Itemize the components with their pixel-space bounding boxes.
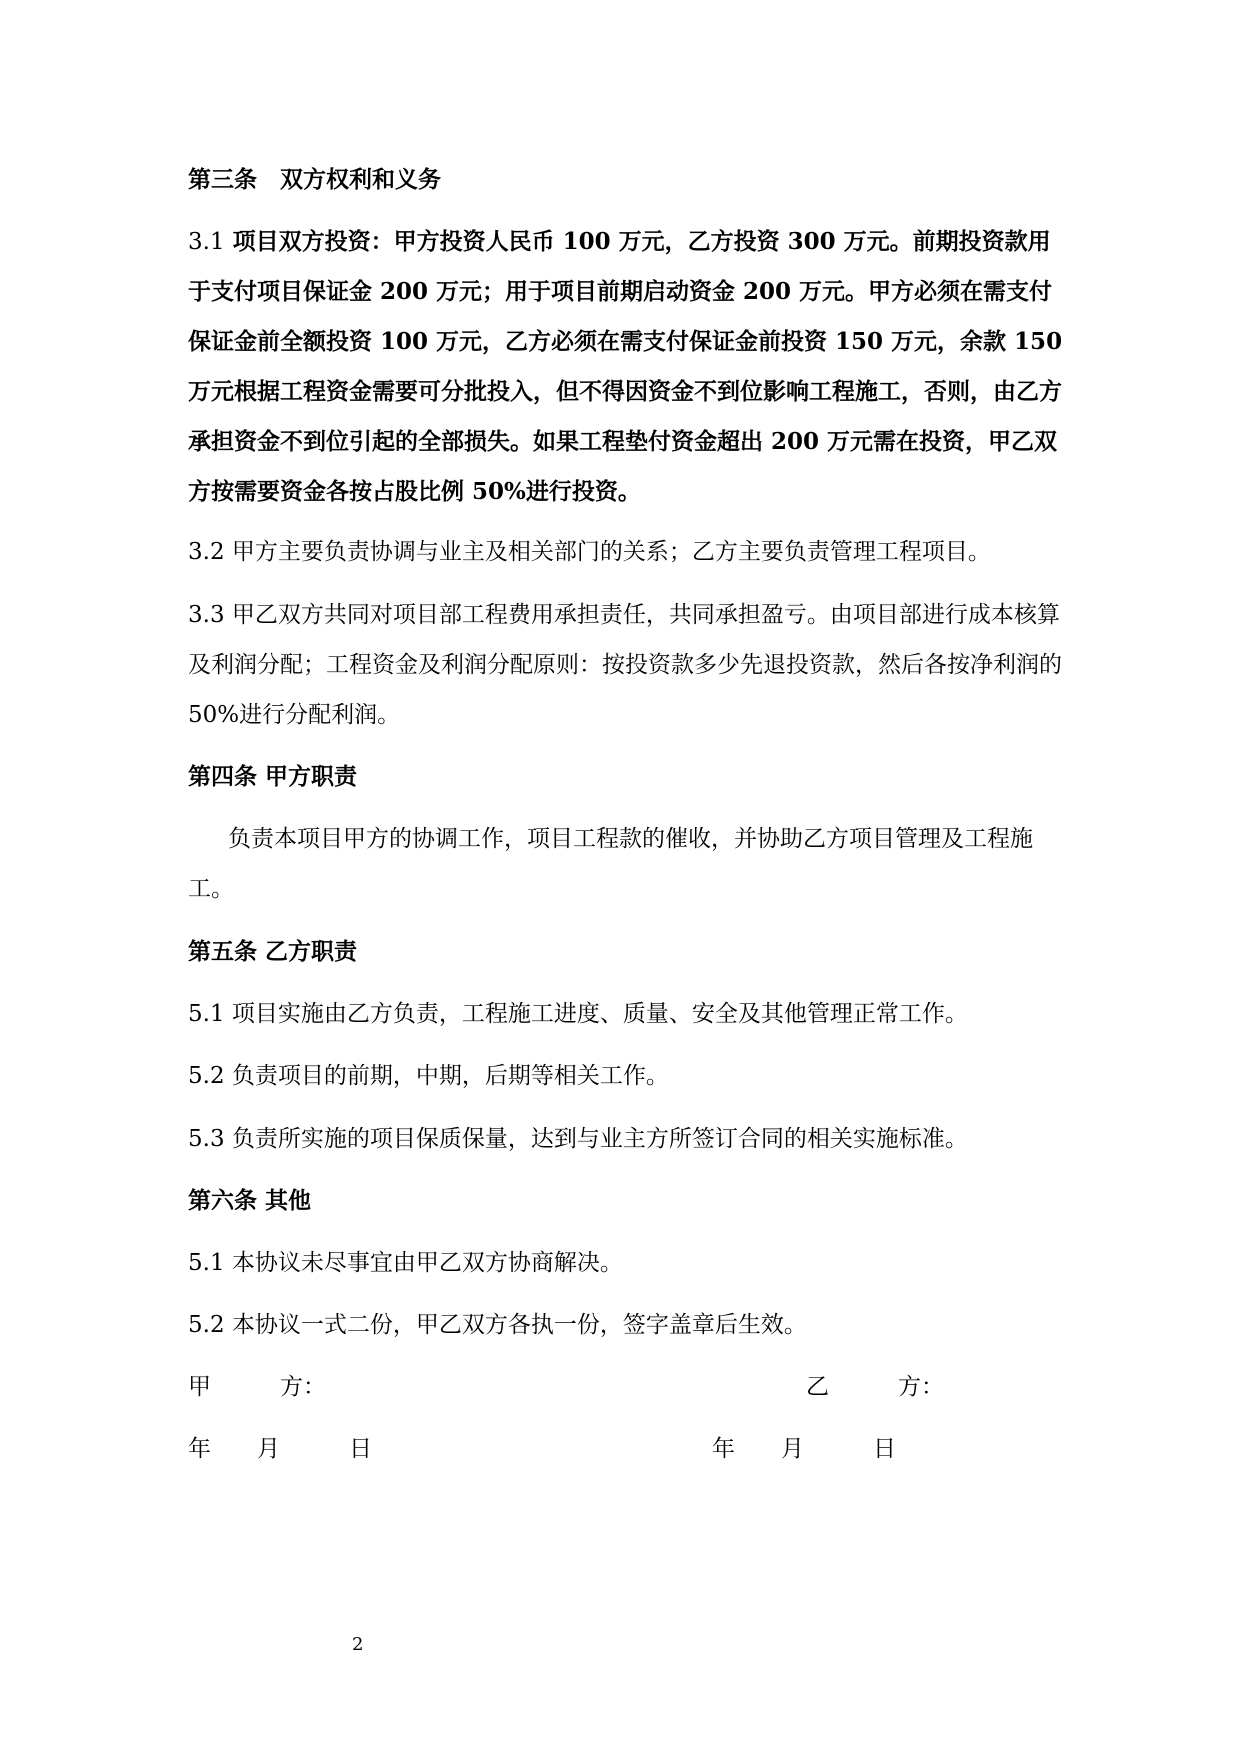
party-b-label: 乙 方： [806,1374,944,1400]
article-3-heading: 第三条 双方权利和义务 [188,166,441,193]
clause-6-1: 5.1 本协议未尽事宜由甲乙双方协商解决。 [188,1250,623,1276]
clause-3-1-text: 项目双方投资：甲方投资人民币 100 万元，乙方投资 300 万元。前期投资款用于支付项目保证金 200 万元；用于项目前期启动资金 200 万元。甲方必须在需支付保证金前全额投资 100 万元，乙方必须在需支付保证金前投资 150 万元，余款 150 万元根据工程资金需要可分批投入，但不得因资金不到位影响工程施工，否则，由乙方承担资金不到位引起的全部损失。如果工程垫付资金超出 200 万元需在投资，甲乙双方按需要资金各按占股比例 50%进行投资。 [188,228,1063,505]
article-4-body: 负责本项目甲方的协调工作，项目工程款的催收，并协助乙方项目管理及工程施工。 [188,826,1033,902]
clause-3-1 [188,217,1068,517]
clause-6-2: 5.2 本协议一式二份，甲乙双方各执一份，签字盖章后生效。 [188,1312,807,1338]
clause-3-2: 3.2 甲方主要负责协调与业主及相关部门的关系；乙方主要负责管理工程项目。 [188,539,991,565]
page-number: 2 [352,1634,364,1655]
clause-5-1: 5.1 项目实施由乙方负责，工程施工进度、质量、安全及其他管理正常工作。 [188,1001,968,1027]
clause-5-3: 5.3 负责所实施的项目保质保量，达到与业主方所签订合同的相关实施标准。 [188,1126,968,1152]
party-a-date: 年 月 日 [188,1436,372,1462]
clause-3-3: 3.3 甲乙双方共同对项目部工程费用承担责任，共同承担盈亏。由项目部进行成本核算及利润分配；工程资金及利润分配原则：按投资款多少先退投资款，然后各按净利润的 50%进行分配利润。 [188,602,1062,728]
party-b-date: 年 月 日 [712,1436,896,1462]
article-6-heading: 第六条 其他 [188,1187,312,1214]
article-4-heading: 第四条 甲方职责 [188,763,358,790]
article-5-heading: 第五条 乙方职责 [188,938,358,965]
clause-3-1-number: 3.1 [188,229,225,255]
clause-5-2: 5.2 负责项目的前期，中期，后期等相关工作。 [188,1063,669,1089]
party-a-label: 甲 方： [188,1374,326,1400]
